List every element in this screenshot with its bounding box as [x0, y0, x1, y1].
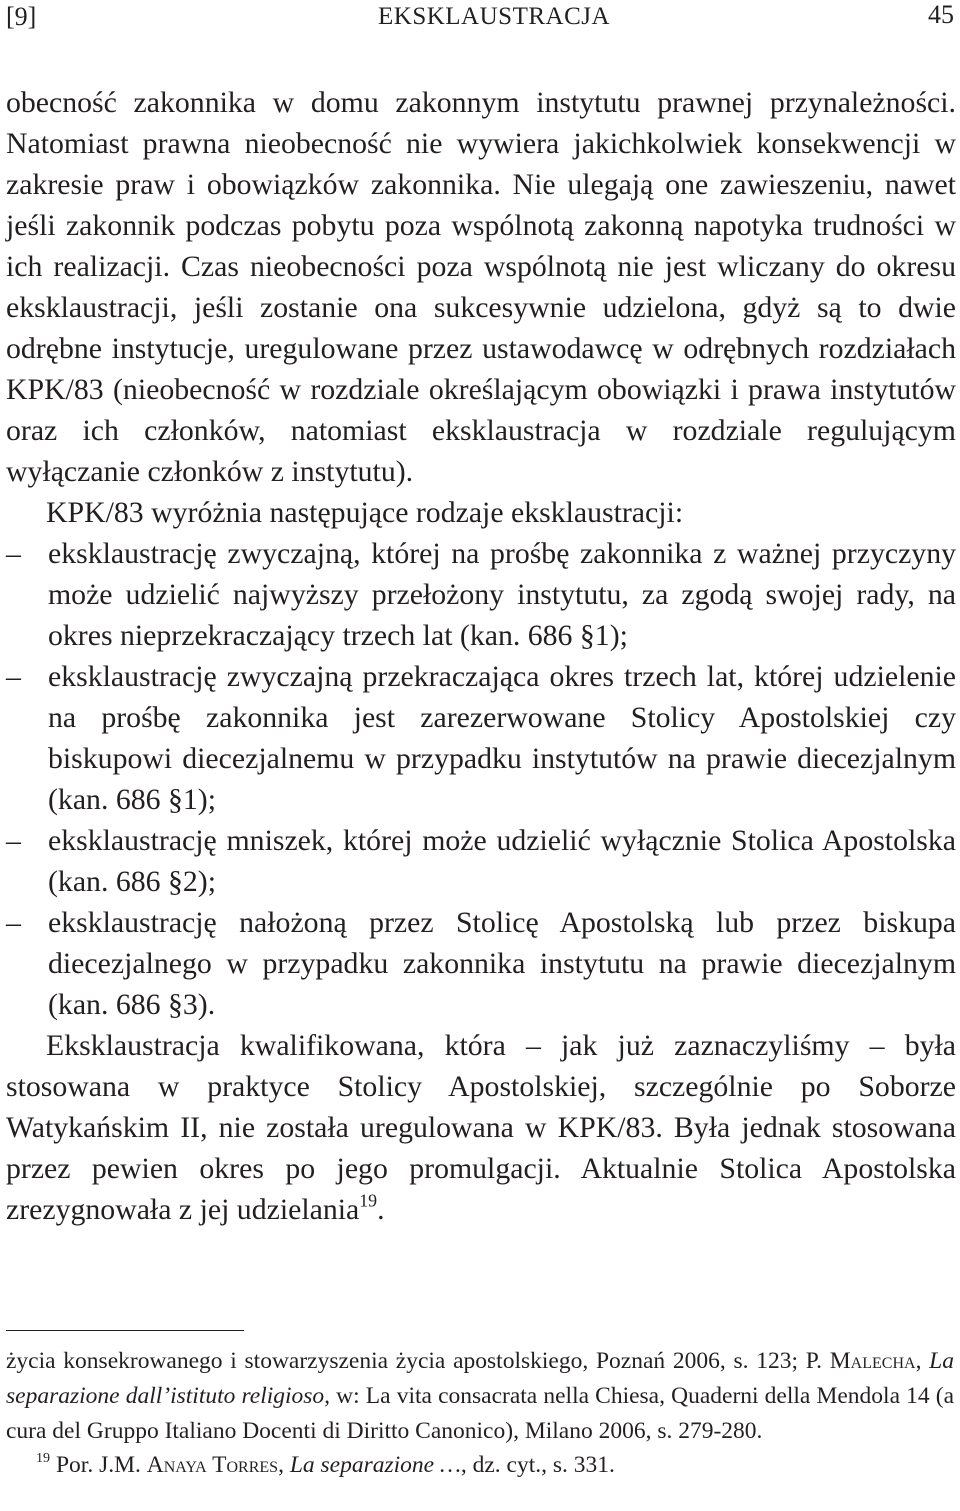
list-item — [6, 533, 956, 656]
dash-bullet: – — [6, 906, 21, 939]
footnote-continued — [6, 1344, 954, 1448]
list-item — [6, 902, 956, 1025]
list-item — [6, 820, 956, 902]
footnote-text-rest: , dz. cyt., s. 331. — [460, 1452, 615, 1479]
paragraph-qualified — [6, 1025, 956, 1230]
footnote-number: 19 — [36, 1450, 51, 1467]
page-number: 45 — [928, 0, 954, 29]
footnote-separator — [6, 1330, 244, 1331]
running-title: EKSKLAUSTRACJA — [378, 3, 611, 30]
list-item-text: eksklaustrację zwyczajną, której na prośbę zakonnika z ważnej przyczyny może udzielić najwyższy przełożony instytutu, za zgodą swojej rady, na okres nieprzekraczający trzech lat (kan. 686 §1); — [48, 537, 956, 652]
footnote-separator-text: , — [278, 1452, 290, 1479]
footnotes — [6, 1344, 954, 1483]
list-item — [6, 656, 956, 820]
dash-bullet: – — [6, 660, 21, 693]
footnote-separator-text: , — [915, 1348, 930, 1374]
footnote-author: Anaya Torres — [146, 1452, 279, 1479]
page-reference: [9] — [6, 2, 37, 31]
list-item-text: eksklaustrację nałożoną przez Stolicę Apostolską lub przez biskupa diecezjalnego w przypadku zakonnika instytutu na prawie diecezjalnym (kan. 686 §3). — [48, 906, 956, 1021]
footnote-title: La separazione dall’istituto religioso, — [6, 1348, 954, 1409]
footnote-19 — [6, 1448, 954, 1483]
list-item-text: eksklaustrację mniszek, której może udzielić wyłącznie Stolica Apostolska (kan. 686 §2); — [48, 824, 956, 898]
paragraph-absence: obecność zakonnika w domu zakonnym instytutu prawnej przynależności. Natomiast prawna nieobecność nie wywiera jakichkolwiek konsekwencji w zakresie praw i obowiązków zakonnika. Nie ulegają one zawieszeniu, nawet jeśli zakonnik podczas pobytu poza wspólnotą zakonną napotyka trudności w ich realizacji. Czas nieobecności poza wspólnotą nie jest wliczany do okresu eksklaustracji, jeśli zostanie ona sukcesywnie udzielona, gdyż są to dwie odrębne instytucje, uregulowane przez ustawodawcę w odrębnych rozdziałach KPK/83 (nieobecność w rozdziale określającym obowiązki i prawa instytutów oraz ich członków, natomiast eksklaustracja w rozdziale regulującym wyłączanie członków z instytutu). — [6, 86, 956, 488]
dash-bullet: – — [6, 537, 21, 570]
footnote-text: Por. J.M. — [50, 1452, 147, 1479]
paragraph-qualified-text: Eksklaustracja kwalifikowana, która – jak już zaznaczyliśmy – była stosowana w praktyce Stolicy Apostolskiej, szczególnie po Soborze Watykańskim II, nie została uregulowana w KPK/83. Była jednak stosowana przez pewien okres po jego promulgacji. Aktualnie Stolica Apostolska zrezygnowała z jej udzielania — [6, 1029, 956, 1226]
main-text — [6, 82, 956, 1230]
footnote-title: La separazione … — [289, 1452, 461, 1479]
footnote-author: Malecha — [829, 1348, 916, 1374]
paragraph-end: . — [377, 1193, 385, 1226]
list-item-text: eksklaustrację zwyczajną przekraczająca okres trzech lat, której udzielenie na prośbę zakonnika jest zarezerwowane Stolicy Apostolskiej czy biskupowi diecezjalnemu w przypadku instytutów na prawie diecezjalnym (kan. 686 §1); — [48, 660, 956, 816]
paragraph-types-intro: KPK/83 wyróżnia następujące rodzaje eksklaustracji: — [46, 496, 684, 529]
footnote-text: życia konsekrowanego i stowarzyszenia życia apostolskiego, Poznań 2006, s. 123; P. — [6, 1348, 830, 1374]
dash-bullet: – — [6, 824, 21, 857]
footnote-text-rest: w: La vita consacrata nella Chiesa, Quaderni della Mendola 14 (a cura del Gruppo Italiano Docenti di Diritto Canonico), Milano 2006, s. 279-280. — [6, 1382, 955, 1444]
footnote-ref-19[interactable]: 19 — [359, 1190, 378, 1211]
page-header — [6, 0, 956, 36]
